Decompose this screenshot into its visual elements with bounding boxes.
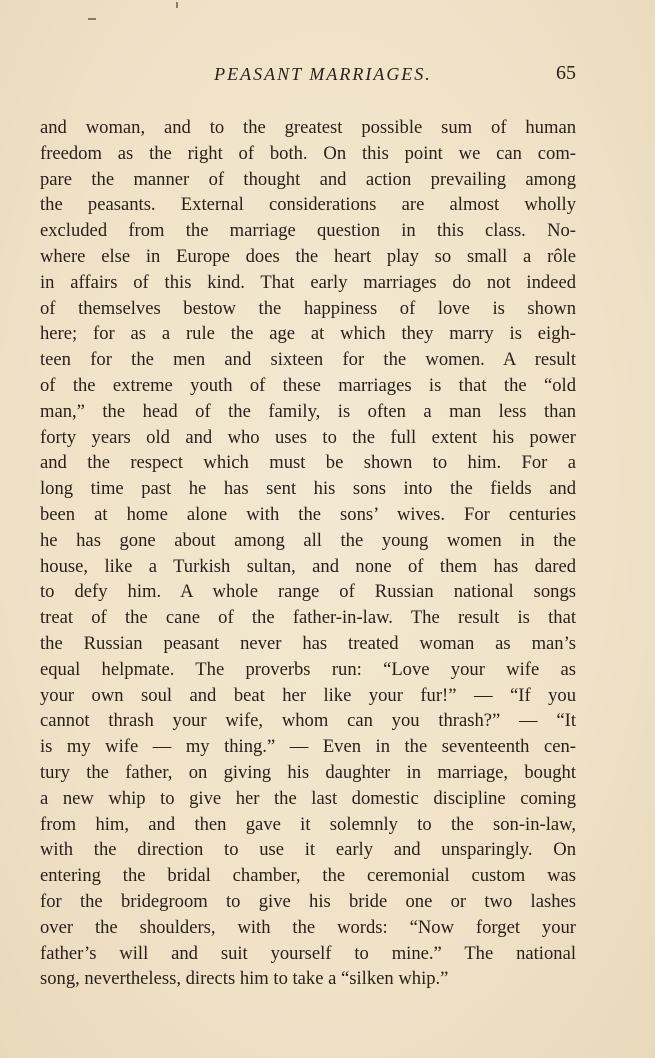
text-line: long time past he has sent his sons into the fields and: [40, 478, 576, 500]
text-line: with the direction to use it early and unsparingly. On: [40, 839, 576, 861]
body-text: [40, 115, 576, 992]
text-line: house, like a Turkish sultan, and none of them has dared: [40, 555, 576, 577]
text-line: pare the manner of thought and action prevailing among: [40, 168, 576, 190]
text-line: equal helpmate. The proverbs run: “Love your wife as: [40, 658, 576, 680]
text-line: and woman, and to the greatest possible sum of human: [40, 117, 576, 138]
running-head: [40, 64, 576, 90]
page-number: 65: [556, 62, 576, 84]
text-line: he has gone about among all the young women in the: [40, 529, 576, 551]
text-line: excluded from the marriage question in this class. No-: [40, 220, 576, 242]
text-line: for the bridegroom to give his bride one or two lashes: [40, 890, 576, 912]
text-line: of themselves bestow the happiness of love is shown: [40, 297, 576, 319]
text-line: teen for the men and sixteen for the women. A result: [40, 349, 576, 371]
text-line: man,” the head of the family, is often a man less than: [40, 400, 576, 422]
text-line: over the shoulders, with the words: “Now forget your: [40, 916, 576, 938]
print-mark: [176, 2, 178, 8]
text-line: tury the father, on giving his daughter in marriage, bought: [40, 761, 576, 783]
text-line: a new whip to give her the last domestic discipline coming: [40, 787, 576, 809]
text-line: forty years old and who uses to the full extent his power: [40, 426, 576, 448]
text-line: freedom as the right of both. On this point we can com-: [40, 142, 576, 164]
running-title: PEASANT MARRIAGES.: [214, 64, 432, 84]
text-line: of the extreme youth of these marriages is that the “old: [40, 374, 576, 396]
text-line: from him, and then gave it solemnly to the son-in-law,: [40, 813, 576, 835]
text-line: song, nevertheless, directs him to take a “silken whip.”: [40, 968, 449, 990]
text-line: father’s will and suit yourself to mine.” The national: [40, 942, 576, 964]
text-line: to defy him. A whole range of Russian national songs: [40, 581, 576, 603]
text-line: and the respect which must be shown to him. For a: [40, 452, 576, 474]
text-line: entering the bridal chamber, the ceremonial custom was: [40, 865, 576, 887]
text-line: is my wife — my thing.” — Even in the seventeenth cen-: [40, 736, 576, 758]
text-line: the Russian peasant never has treated woman as man’s: [40, 632, 576, 654]
text-line: in affairs of this kind. That early marriages do not indeed: [40, 271, 576, 293]
text-line: here; for as a rule the age at which they marry is eigh-: [40, 323, 576, 345]
text-line: treat of the cane of the father-in-law. The result is that: [40, 607, 576, 629]
text-line: your own soul and beat her like your fur!” — “If you: [40, 684, 576, 706]
text-line: been at home alone with the sons’ wives. For centuries: [40, 503, 576, 525]
text-line: cannot thrash your wife, whom can you thrash?” — “It: [40, 710, 576, 732]
text-line: the peasants. External considerations are almost wholly: [40, 194, 576, 216]
print-mark: [88, 18, 96, 20]
text-line: where else in Europe does the heart play so small a rôle: [40, 245, 576, 267]
